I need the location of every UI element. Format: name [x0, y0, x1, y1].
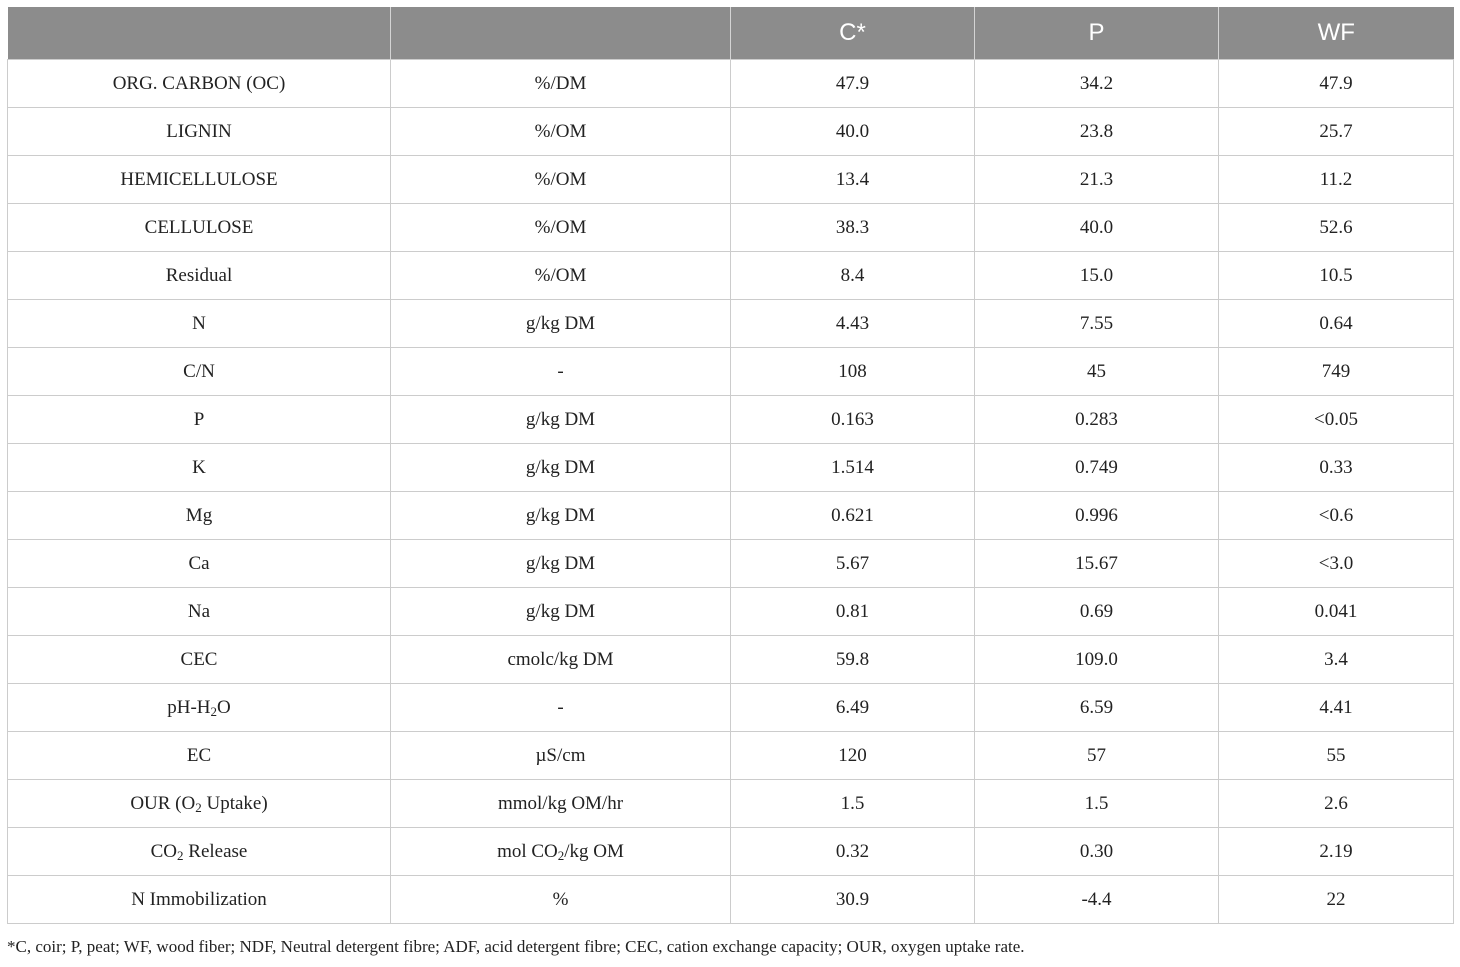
cell-wood-fiber: <3.0 — [1219, 540, 1454, 588]
table-row — [8, 492, 1454, 540]
cell-property: Mg — [8, 492, 391, 540]
cell-property: N Immobilization — [8, 876, 391, 924]
cell-unit: g/kg DM — [391, 396, 731, 444]
cell-peat: 7.55 — [975, 300, 1219, 348]
cell-unit: g/kg DM — [391, 588, 731, 636]
header-unit — [391, 7, 731, 60]
cell-peat: 0.69 — [975, 588, 1219, 636]
cell-wood-fiber: 52.6 — [1219, 204, 1454, 252]
table-row — [8, 348, 1454, 396]
cell-unit: %/OM — [391, 156, 731, 204]
table-row — [8, 876, 1454, 924]
cell-wood-fiber: 11.2 — [1219, 156, 1454, 204]
cell-unit: cmolc/kg DM — [391, 636, 731, 684]
cell-property: ORG. CARBON (OC) — [8, 60, 391, 108]
cell-peat: 15.0 — [975, 252, 1219, 300]
header-peat: P — [975, 7, 1219, 60]
cell-coir: 59.8 — [731, 636, 975, 684]
cell-peat: 0.30 — [975, 828, 1219, 876]
cell-peat: 21.3 — [975, 156, 1219, 204]
table-footnote: *C, coir; P, peat; WF, wood fiber; NDF, Neutral detergent fibre; ADF, acid detergent fibre; CEC, cation exchange capacity; OUR, oxygen uptake rate. — [7, 937, 1025, 956]
table-row — [8, 108, 1454, 156]
cell-coir: 120 — [731, 732, 975, 780]
table-container — [7, 7, 1453, 924]
cell-property: OUR ($O_2$ Uptake) — [8, 780, 391, 828]
table-row — [8, 828, 1454, 876]
table-row — [8, 396, 1454, 444]
cell-peat: 6.59 — [975, 684, 1219, 732]
cell-wood-fiber: 22 — [1219, 876, 1454, 924]
cell-property: CELLULOSE — [8, 204, 391, 252]
cell-wood-fiber: 4.41 — [1219, 684, 1454, 732]
cell-property: HEMICELLULOSE — [8, 156, 391, 204]
cell-coir: 13.4 — [731, 156, 975, 204]
cell-peat: 34.2 — [975, 60, 1219, 108]
cell-unit: %/OM — [391, 252, 731, 300]
cell-wood-fiber: 3.4 — [1219, 636, 1454, 684]
table-row — [8, 252, 1454, 300]
cell-coir: 0.81 — [731, 588, 975, 636]
cell-wood-fiber: 2.6 — [1219, 780, 1454, 828]
table-row — [8, 300, 1454, 348]
cell-property: LIGNIN — [8, 108, 391, 156]
cell-property: EC — [8, 732, 391, 780]
cell-property: $pH-H_2O$ — [8, 684, 391, 732]
cell-peat: 1.5 — [975, 780, 1219, 828]
cell-wood-fiber: 0.33 — [1219, 444, 1454, 492]
cell-wood-fiber: 0.041 — [1219, 588, 1454, 636]
cell-coir: 0.32 — [731, 828, 975, 876]
cell-peat: 15.67 — [975, 540, 1219, 588]
cell-coir: 30.9 — [731, 876, 975, 924]
cell-property: CEC — [8, 636, 391, 684]
cell-peat: 57 — [975, 732, 1219, 780]
header-row — [8, 7, 1454, 60]
cell-property: P — [8, 396, 391, 444]
cell-wood-fiber: <0.05 — [1219, 396, 1454, 444]
table-row — [8, 60, 1454, 108]
cell-coir: 1.514 — [731, 444, 975, 492]
properties-table — [7, 7, 1454, 924]
cell-peat: 45 — [975, 348, 1219, 396]
table-row — [8, 588, 1454, 636]
cell-unit: g/kg DM — [391, 300, 731, 348]
cell-property: Na — [8, 588, 391, 636]
cell-wood-fiber: 10.5 — [1219, 252, 1454, 300]
cell-unit: % — [391, 876, 731, 924]
cell-peat: -4.4 — [975, 876, 1219, 924]
table-row — [8, 204, 1454, 252]
cell-unit: %/OM — [391, 108, 731, 156]
table-row — [8, 156, 1454, 204]
header-wood-fiber: WF — [1219, 7, 1454, 60]
cell-peat: 40.0 — [975, 204, 1219, 252]
table-row — [8, 540, 1454, 588]
cell-property: Residual — [8, 252, 391, 300]
table-row — [8, 780, 1454, 828]
cell-property: C/N — [8, 348, 391, 396]
cell-unit: - — [391, 348, 731, 396]
cell-wood-fiber: 2.19 — [1219, 828, 1454, 876]
cell-peat: 0.996 — [975, 492, 1219, 540]
cell-property: K — [8, 444, 391, 492]
cell-coir: 5.67 — [731, 540, 975, 588]
cell-coir: 4.43 — [731, 300, 975, 348]
cell-unit: - — [391, 684, 731, 732]
cell-wood-fiber: 55 — [1219, 732, 1454, 780]
header-coir: C* — [731, 7, 975, 60]
cell-wood-fiber: 749 — [1219, 348, 1454, 396]
table-row — [8, 444, 1454, 492]
cell-property: $CO_2$ Release — [8, 828, 391, 876]
cell-peat: 109.0 — [975, 636, 1219, 684]
cell-coir: 108 — [731, 348, 975, 396]
cell-unit: µS/cm — [391, 732, 731, 780]
cell-unit: g/kg DM — [391, 540, 731, 588]
cell-unit: %/DM — [391, 60, 731, 108]
cell-unit: g/kg DM — [391, 492, 731, 540]
cell-coir: 47.9 — [731, 60, 975, 108]
table-body — [8, 60, 1454, 924]
cell-unit: %/OM — [391, 204, 731, 252]
cell-coir: 38.3 — [731, 204, 975, 252]
cell-peat: 23.8 — [975, 108, 1219, 156]
cell-peat: 0.283 — [975, 396, 1219, 444]
table-row — [8, 732, 1454, 780]
cell-coir: 6.49 — [731, 684, 975, 732]
cell-coir: 40.0 — [731, 108, 975, 156]
cell-peat: 0.749 — [975, 444, 1219, 492]
cell-wood-fiber: 25.7 — [1219, 108, 1454, 156]
table-row — [8, 636, 1454, 684]
cell-coir: 8.4 — [731, 252, 975, 300]
cell-coir: 0.163 — [731, 396, 975, 444]
table-row — [8, 684, 1454, 732]
header-property — [8, 7, 391, 60]
table-header — [8, 7, 1454, 60]
cell-property: Ca — [8, 540, 391, 588]
cell-coir: 0.621 — [731, 492, 975, 540]
cell-coir: 1.5 — [731, 780, 975, 828]
cell-wood-fiber: <0.6 — [1219, 492, 1454, 540]
cell-unit: mmol/kg OM/hr — [391, 780, 731, 828]
cell-wood-fiber: 0.64 — [1219, 300, 1454, 348]
cell-property: N — [8, 300, 391, 348]
cell-unit: g/kg DM — [391, 444, 731, 492]
cell-wood-fiber: 47.9 — [1219, 60, 1454, 108]
cell-unit: mol $CO_2/kg$ OM — [391, 828, 731, 876]
